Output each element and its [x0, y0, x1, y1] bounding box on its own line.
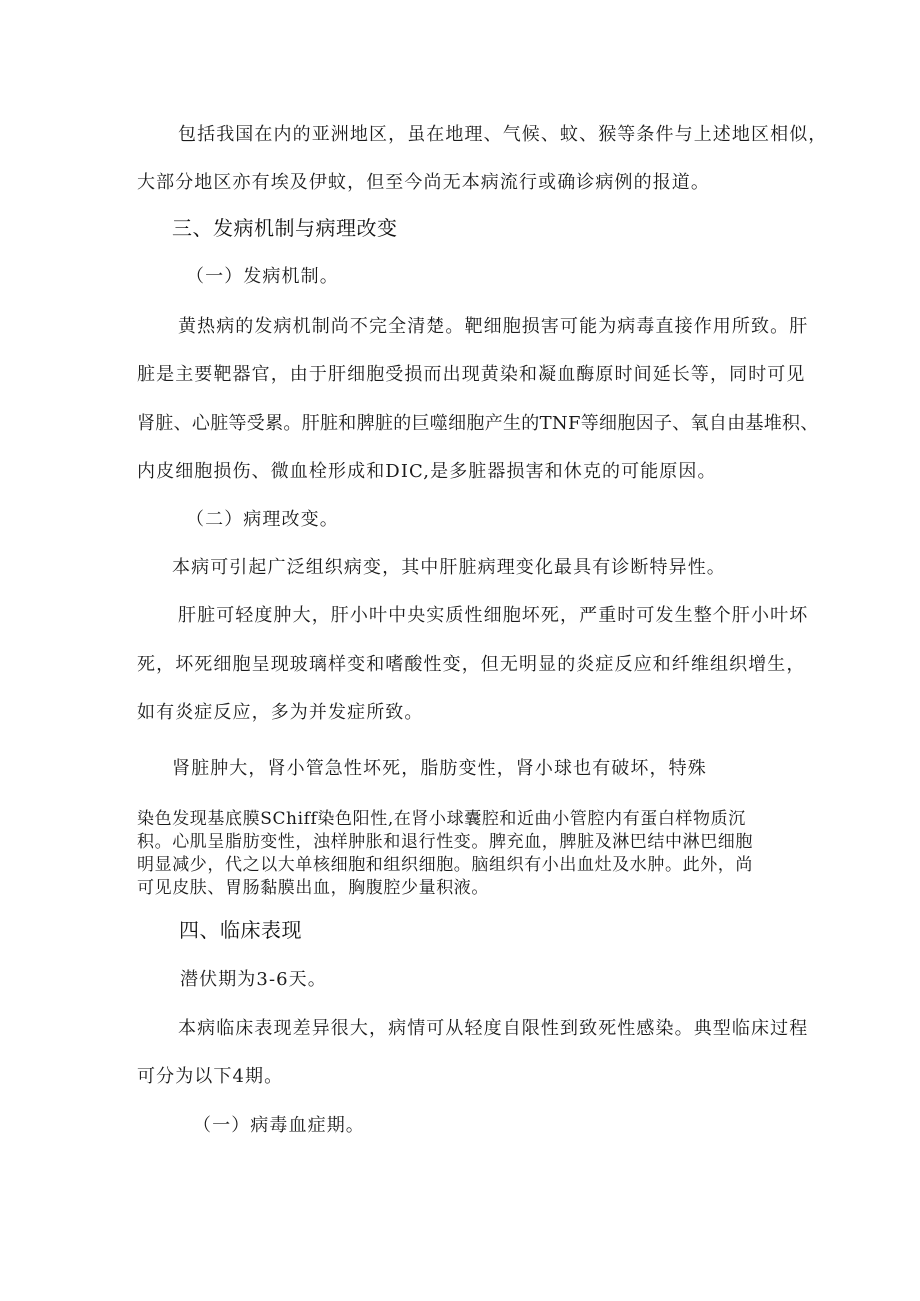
kidney-paragraph-line-5: 可见皮肤、胃肠黏膜出血，胸腹腔少量积液。: [137, 878, 489, 898]
subsection-title-pathology: （二）病理改变。: [186, 509, 339, 530]
subsection-title-viremia: （一）病毒血症期。: [193, 1115, 365, 1136]
incubation-period-text: 潜伏期为3-6天。: [180, 969, 327, 990]
section-heading-3: 三、发病机制与病理改变: [172, 216, 398, 240]
intro-paragraph-line-1: 包括我国在内的亚洲地区，虽在地理、气候、蚊、猴等条件与上述地区相似，: [178, 124, 828, 145]
section-heading-4: 四、临床表现: [179, 918, 302, 942]
liver-paragraph-line-3: 如有炎症反应，多为并发症所致。: [137, 702, 424, 723]
liver-paragraph-line-1: 肝脏可轻度肿大，肝小叶中央实质性细胞坏死，严重时可发生整个肝小叶坏: [178, 605, 809, 626]
clinical-paragraph-line-2: 可分为以下4期。: [137, 1066, 284, 1087]
kidney-paragraph-line-2: 染色发现基底膜SChiff染色阳性,在肾小球囊腔和近曲小管腔内有蛋白样物质沉: [137, 809, 746, 829]
liver-paragraph-line-2: 死，坏死细胞呈现玻璃样变和嗜酸性变，但无明显的炎症反应和纤维组织增生，: [137, 654, 806, 675]
mechanism-paragraph-line-3: 肾脏、心脏等受累。肝脏和脾脏的巨噬细胞产生的TNF等细胞因子、氧自由基堆积、: [137, 413, 819, 434]
pathology-paragraph-line-1: 本病可引起广泛组织病变，其中肝脏病理变化最具有诊断特异性。: [172, 557, 726, 578]
mechanism-paragraph-line-4: 内皮细胞损伤、微血栓形成和DIC,是多脏器损害和休克的可能原因。: [137, 461, 717, 482]
kidney-paragraph-line-1: 肾脏肿大，肾小管急性坏死，脂肪变性，肾小球也有破坏，特殊: [172, 758, 707, 779]
mechanism-paragraph-line-2: 脏是主要靶器官，由于肝细胞受损而出现黄染和凝血酶原时间延长等，同时可见: [137, 364, 806, 385]
subsection-title-mechanism: （一）发病机制。: [186, 266, 339, 287]
clinical-paragraph-line-1: 本病临床表现差异很大，病情可从轻度自限性到致死性感染。典型临床过程: [178, 1018, 809, 1039]
kidney-paragraph-line-3: 积。心肌呈脂肪变性，浊样肿胀和退行性变。脾充血，脾脏及淋巴结中淋巴细胞: [137, 832, 753, 852]
intro-paragraph-line-2: 大部分地区亦有埃及伊蚊，但至今尚无本病流行或确诊病例的报道。: [137, 172, 710, 193]
kidney-paragraph-line-4: 明显减少，代之以大单核细胞和组织细胞。脑组织有小出血灶及水肿。此外，尚: [137, 855, 753, 875]
mechanism-paragraph-line-1: 黄热病的发病机制尚不完全清楚。靶细胞损害可能为病毒直接作用所致。肝: [178, 316, 809, 337]
